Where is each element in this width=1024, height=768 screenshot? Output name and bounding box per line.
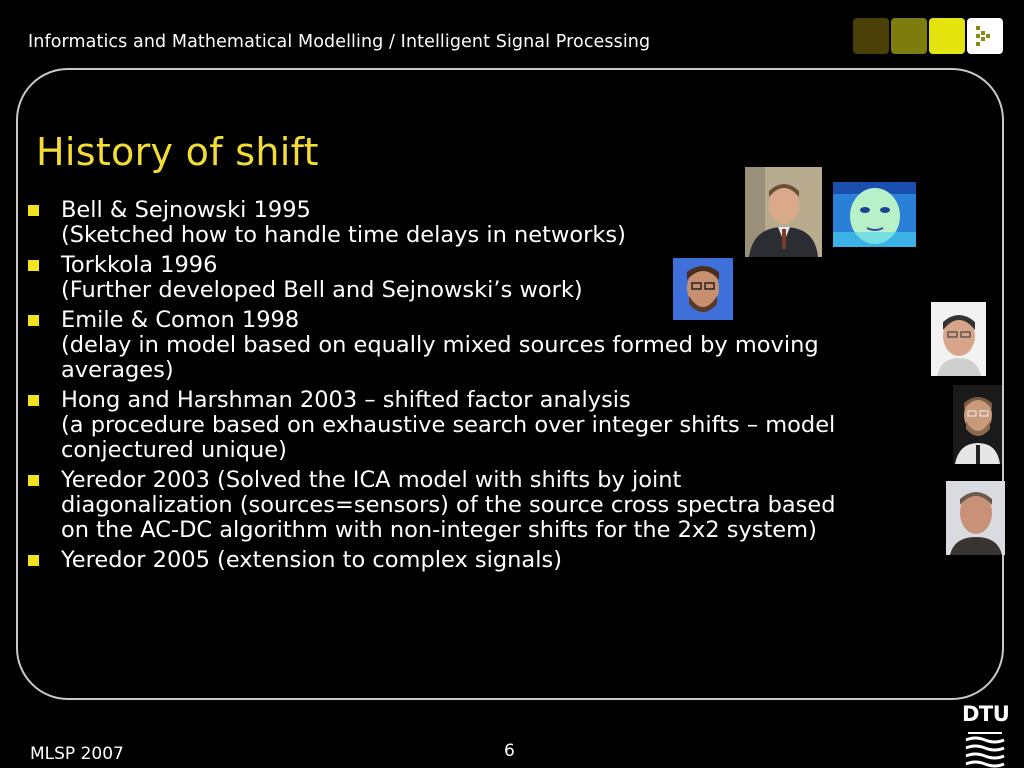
bullet-item xyxy=(24,468,954,543)
header-title: Informatics and Mathematical Modelling / Intelligent Signal Processing xyxy=(28,32,651,52)
page-number: 6 xyxy=(504,741,515,761)
bullet-square-icon xyxy=(28,260,39,271)
slide-title: History of shift xyxy=(36,130,319,174)
footer-event: MLSP 2007 xyxy=(30,744,124,764)
bullet-line: (Further developed Bell and Sejnowski’s work) xyxy=(61,277,583,303)
portrait-photo-comon xyxy=(931,302,986,376)
bullet-line: on the AC-DC algorithm with non-integer shifts for the 2x2 system) xyxy=(61,517,817,543)
bullet-item xyxy=(24,388,954,463)
bullet-square-icon xyxy=(28,555,39,566)
header-square-olive xyxy=(891,18,927,54)
bullet-line: Hong and Harshman 2003 – shifted factor analysis xyxy=(61,387,631,413)
bullet-line: (delay in model based on equally mixed sources formed by moving xyxy=(61,332,819,358)
header-square-dark xyxy=(853,18,889,54)
bullet-line: diagonalization (sources=sensors) of the source cross spectra based xyxy=(61,492,836,518)
portrait-photo-yeredor xyxy=(946,481,1005,555)
portrait-photo-harshman xyxy=(953,385,1002,464)
bullet-line: Bell & Sejnowski 1995 xyxy=(61,197,311,223)
bullet-item xyxy=(24,308,954,383)
bullet-line: Yeredor 2003 (Solved the ICA model with shifts by joint xyxy=(61,467,682,493)
dtu-logo-icon xyxy=(962,702,1008,768)
portrait-photo-sejnowski xyxy=(833,182,916,247)
bullet-square-icon xyxy=(28,395,39,406)
bullet-item xyxy=(24,253,954,303)
header-square-yellow xyxy=(929,18,965,54)
bullet-line: Emile & Comon 1998 xyxy=(61,307,300,333)
bullet-square-icon xyxy=(28,475,39,486)
dtu-arrow-icon xyxy=(974,25,996,47)
portrait-photo-bell xyxy=(745,167,822,257)
bullet-line: Yeredor 2005 (extension to complex signals) xyxy=(61,547,562,573)
bullet-line: (a procedure based on exhaustive search over integer shifts – model xyxy=(61,412,836,438)
bullet-square-icon xyxy=(28,205,39,216)
portrait-photo-torkkola xyxy=(673,258,733,320)
bullet-line: averages) xyxy=(61,357,174,383)
dtu-logo-text: DTU xyxy=(962,702,1010,726)
header-square-white xyxy=(967,18,1003,54)
bullet-line: (Sketched how to handle time delays in networks) xyxy=(61,222,626,248)
bullet-line: Torkkola 1996 xyxy=(61,252,218,278)
bullet-line: conjectured unique) xyxy=(61,437,287,463)
bullet-square-icon xyxy=(28,315,39,326)
bullet-item xyxy=(24,548,954,573)
